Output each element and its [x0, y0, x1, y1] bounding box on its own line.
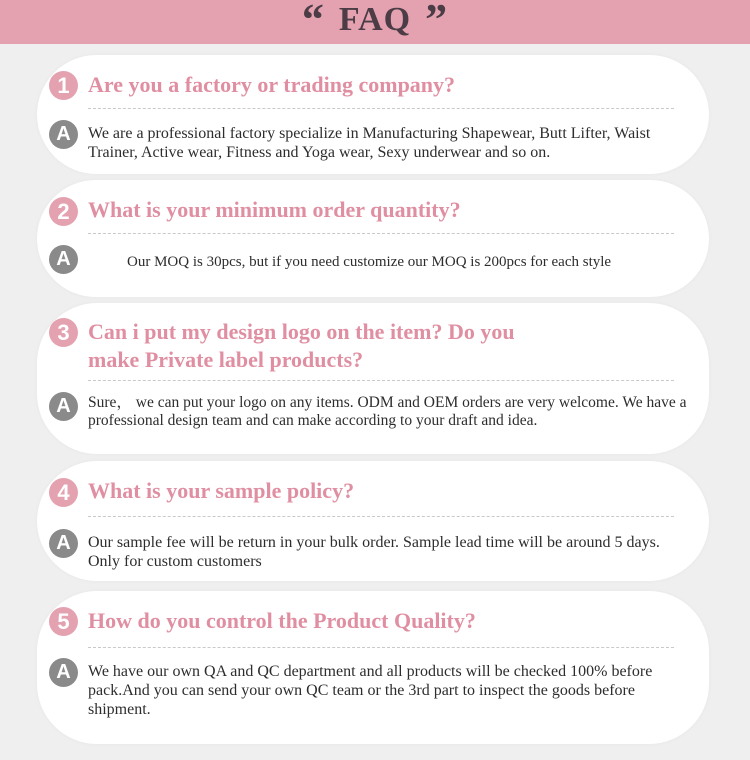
faq-answer: We have our own QA and QC department and all products will be checked 100% before pack.And you can send your own QC team or the 3rd part to inspect the goods before shipment.	[88, 663, 653, 718]
divider	[88, 380, 674, 381]
divider	[88, 647, 674, 648]
faq-title-text: FAQ	[338, 1, 412, 38]
answer-badge-icon: A	[49, 392, 78, 421]
answer-badge-icon: A	[49, 120, 78, 149]
open-quote-icon: “	[301, 0, 325, 44]
divider	[88, 233, 674, 234]
faq-title	[0, 0, 750, 44]
question-number-badge: 4	[49, 478, 78, 507]
question-number-badge: 2	[49, 197, 78, 226]
faq-question: Can i put my design logo on the item? Do you make Private label products?	[88, 319, 515, 372]
faq-answer: Our sample fee will be return in your bulk order. Sample lead time will be around 5 days. Only for custom customers	[88, 534, 660, 570]
answer-badge-icon: A	[49, 529, 78, 558]
faq-question: What is your minimum order quantity?	[88, 197, 461, 222]
faq-question: What is your sample policy?	[88, 478, 355, 503]
close-quote-icon: ”	[425, 0, 449, 44]
question-number-badge: 1	[49, 71, 78, 100]
faq-answer: We are a professional factory specialize in Manufacturing Shapewear, Butt Lifter, Waist Trainer, Active wear, Fitness and Yoga wear, Sexy underwear and so on.	[88, 125, 651, 161]
divider	[88, 516, 674, 517]
divider	[88, 108, 674, 109]
question-number-badge: 3	[49, 318, 78, 347]
answer-badge-icon: A	[49, 658, 78, 687]
faq-answer: Sure， we can put your logo on any items. ODM and OEM orders are very welcome. We have a professional design team and can make according to your draft and idea.	[88, 394, 687, 429]
question-number-badge: 5	[49, 607, 78, 636]
faq-question: How do you control the Product Quality?	[88, 608, 476, 633]
faq-answer: Our MOQ is 30pcs, but if you need customize our MOQ is 200pcs for each style	[127, 254, 612, 270]
faq-question: Are you a factory or trading company?	[88, 72, 456, 97]
answer-badge-icon: A	[49, 245, 78, 274]
